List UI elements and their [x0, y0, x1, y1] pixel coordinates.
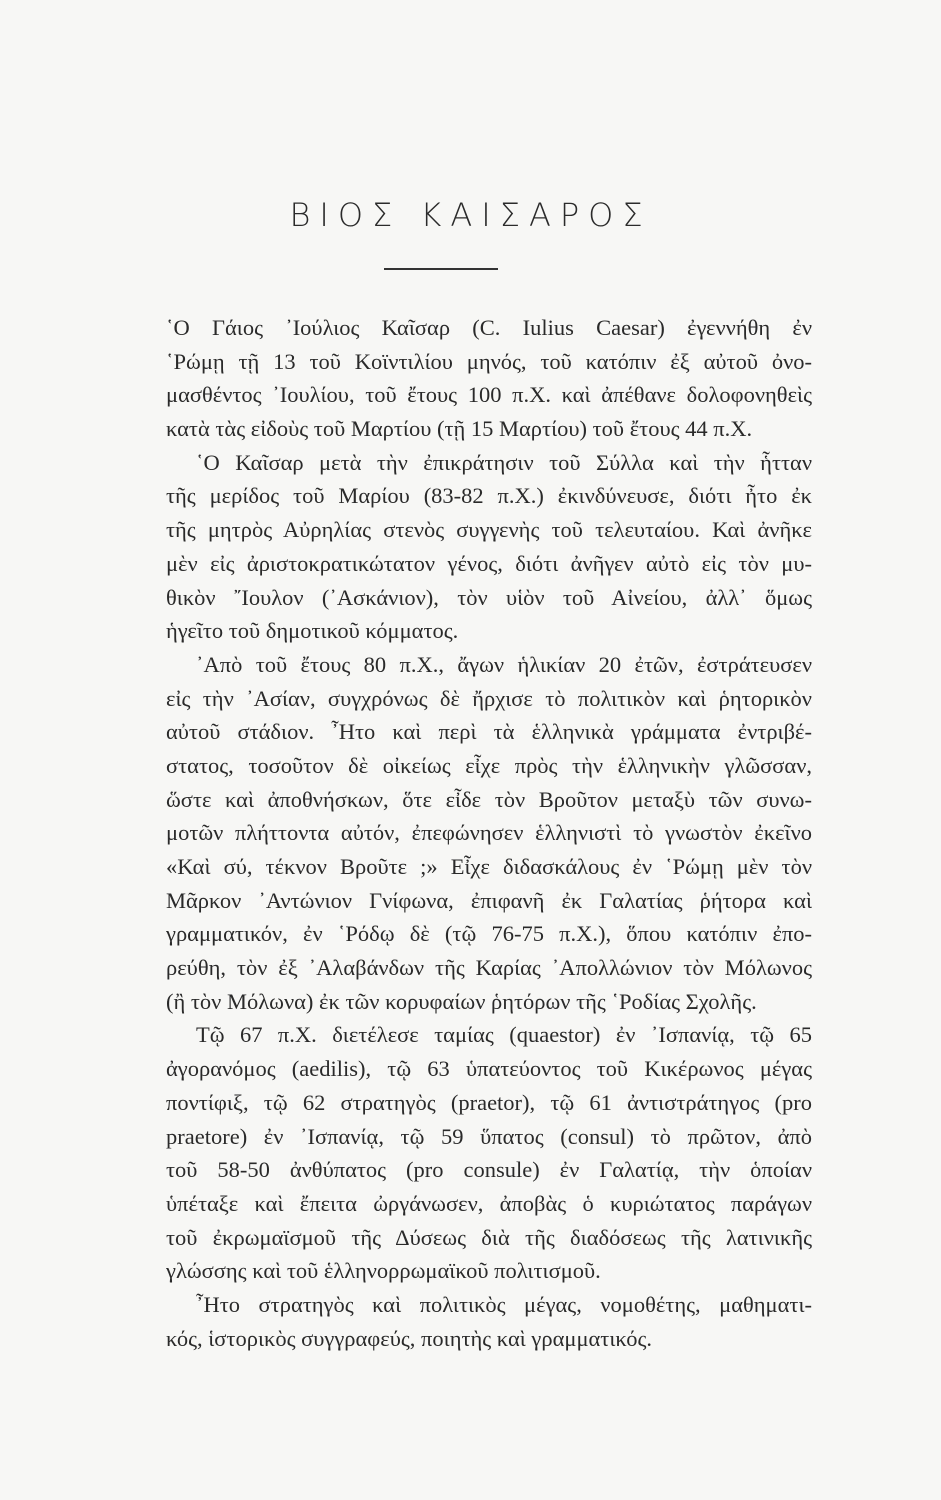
text-line: ῾Ο Γάιος ᾿Ιούλιος Καῖσαρ (C. Iulius Caesar) ἐγεννήθη ἐν: [166, 315, 812, 340]
text-line: αὐτοῦ στάδιον. ῏Ητο καὶ περὶ τὰ ἑλληνικὰ γράμματα ἐντριβέ-: [166, 719, 812, 745]
text-line: Τῷ 67 π.Χ. διετέλεσε ταμίας (quaestor) ἐν ᾿Ισπανίᾳ, τῷ 65: [196, 1022, 812, 1048]
text-line: ὑπέταξε καὶ ἔπειτα ὠργάνωσεν, ἀποβὰς ὁ κυριώτατος παράγων: [166, 1190, 812, 1216]
text-line: ῏Ητο στρατηγὸς καὶ πολιτικὸς μέγας, νομοθέτης, μαθηματι-: [196, 1291, 812, 1317]
text-line: θικὸν ῎Ιουλον (᾿Ασκάνιον), τὸν υἱὸν τοῦ Αἰνείου, ἀλλ᾿ ὅμως: [166, 584, 812, 610]
text-line: ὥστε καὶ ἀποθνήσκων, ὅτε εἶδε τὸν Βροῦτον μεταξὺ τῶν συνω-: [166, 786, 812, 812]
text-line: τῆς μερίδος τοῦ Μαρίου (83-82 π.Χ.) ἐκινδύνευσε, διότι ἦτο ἐκ: [166, 483, 812, 509]
text-line: κός, ἱστορικὸς συγγραφεύς, ποιητὴς καὶ γραμματικός.: [166, 1325, 653, 1351]
chapter-title: ΒΙΟΣ ΚΑΙΣΑΡΟΣ: [289, 196, 652, 234]
text-line: μοτῶν πλήττοντα αὐτόν, ἐπεφώνησεν ἑλληνιστὶ τὸ γνωστὸν ἐκεῖνο: [166, 820, 812, 846]
text-line: ποντίφιξ, τῷ 62 στρατηγὸς (praetor), τῷ 61 ἀντιστράτηγος (pro: [166, 1089, 812, 1115]
text-line: ῾Ρώμῃ τῇ 13 τοῦ Κοϊντιλίου μηνός, τοῦ κατόπιν ἐξ αὐτοῦ ὀνο-: [166, 348, 812, 374]
text-line: μὲν εἰς ἀριστοκρατικώτατον γένος, διότι ἀνῆγεν αὐτὸ εἰς τὸν μυ-: [166, 550, 812, 576]
text-line: στατος, τοσοῦτον δὲ οἰκείως εἶχε πρὸς τὴν ἑλληνικὴν γλῶσσαν,: [166, 752, 812, 778]
text-line: γλώσσης καὶ τοῦ ἑλληνορρωμαϊκοῦ πολιτισμοῦ.: [166, 1258, 601, 1284]
text-line: γραμματικόν, ἐν ῾Ρόδῳ δὲ (τῷ 76-75 π.Χ.), ὅπου κατόπιν ἐπο-: [166, 921, 812, 947]
text-line: κατὰ τὰς εἰδοὺς τοῦ Μαρτίου (τῇ 15 Μαρτίου) τοῦ ἔτους 44 π.Χ.: [166, 416, 753, 442]
text-line: ῾Ο Καῖσαρ μετὰ τὴν ἐπικράτησιν τοῦ Σύλλα καὶ τὴν ἧτταν: [196, 449, 812, 475]
text-line: τοῦ 58-50 ἀνθύπατος (pro consule) ἐν Γαλατίᾳ, τὴν ὁποίαν: [166, 1157, 812, 1183]
text-line: ρεύθη, τὸν ἐξ ᾿Αλαβάνδων τῆς Καρίας ᾿Απολλώνιον τὸν Μόλωνος: [166, 955, 812, 981]
text-line: ἀγορανόμος (aedilis), τῷ 63 ὑπατεύοντος τοῦ Κικέρωνος μέγας: [166, 1056, 812, 1082]
text-line: Μᾶρκον ᾿Αντώνιον Γνίφωνα, ἐπιφανῆ ἐκ Γαλατίας ῥήτορα καὶ: [166, 887, 812, 913]
title-underline: [384, 268, 498, 270]
text-line: εἰς τὴν ᾿Ασίαν, συγχρόνως δὲ ἤρχισε τὸ πολιτικὸν καὶ ῥητορικὸν: [166, 685, 812, 711]
text-line: τοῦ ἐκρωμαϊσμοῦ τῆς Δύσεως διὰ τῆς διαδόσεως τῆς λατινικῆς: [166, 1224, 812, 1250]
text-line: τῆς μητρὸς Αὐρηλίας στενὸς συγγενὴς τοῦ τελευταίου. Καὶ ἀνῆκε: [166, 517, 812, 543]
text-line: (ἢ τὸν Μόλωνα) ἐκ τῶν κορυφαίων ῥητόρων τῆς ῾Ροδίας Σχολῆς.: [166, 988, 757, 1014]
text-line: μασθέντος ᾿Ιουλίου, τοῦ ἔτους 100 π.Χ. καὶ ἀπέθανε δολοφονηθεὶς: [166, 382, 812, 408]
text-line: ᾿Απὸ τοῦ ἔτους 80 π.Χ., ἄγων ἡλικίαν 20 ἐτῶν, ἐστράτευσεν: [196, 651, 812, 677]
text-line: ἡγεῖτο τοῦ δημοτικοῦ κόμματος.: [166, 618, 459, 644]
body-text: [166, 311, 812, 1355]
text-line: praetore) ἐν ᾿Ισπανίᾳ, τῷ 59 ὕπατος (consul) τὸ πρῶτον, ἀπὸ: [166, 1123, 812, 1149]
text-line: «Καὶ σύ, τέκνον Βροῦτε ;» Εἶχε διδασκάλους ἐν ῾Ρώμῃ μὲν τὸν: [166, 854, 812, 879]
